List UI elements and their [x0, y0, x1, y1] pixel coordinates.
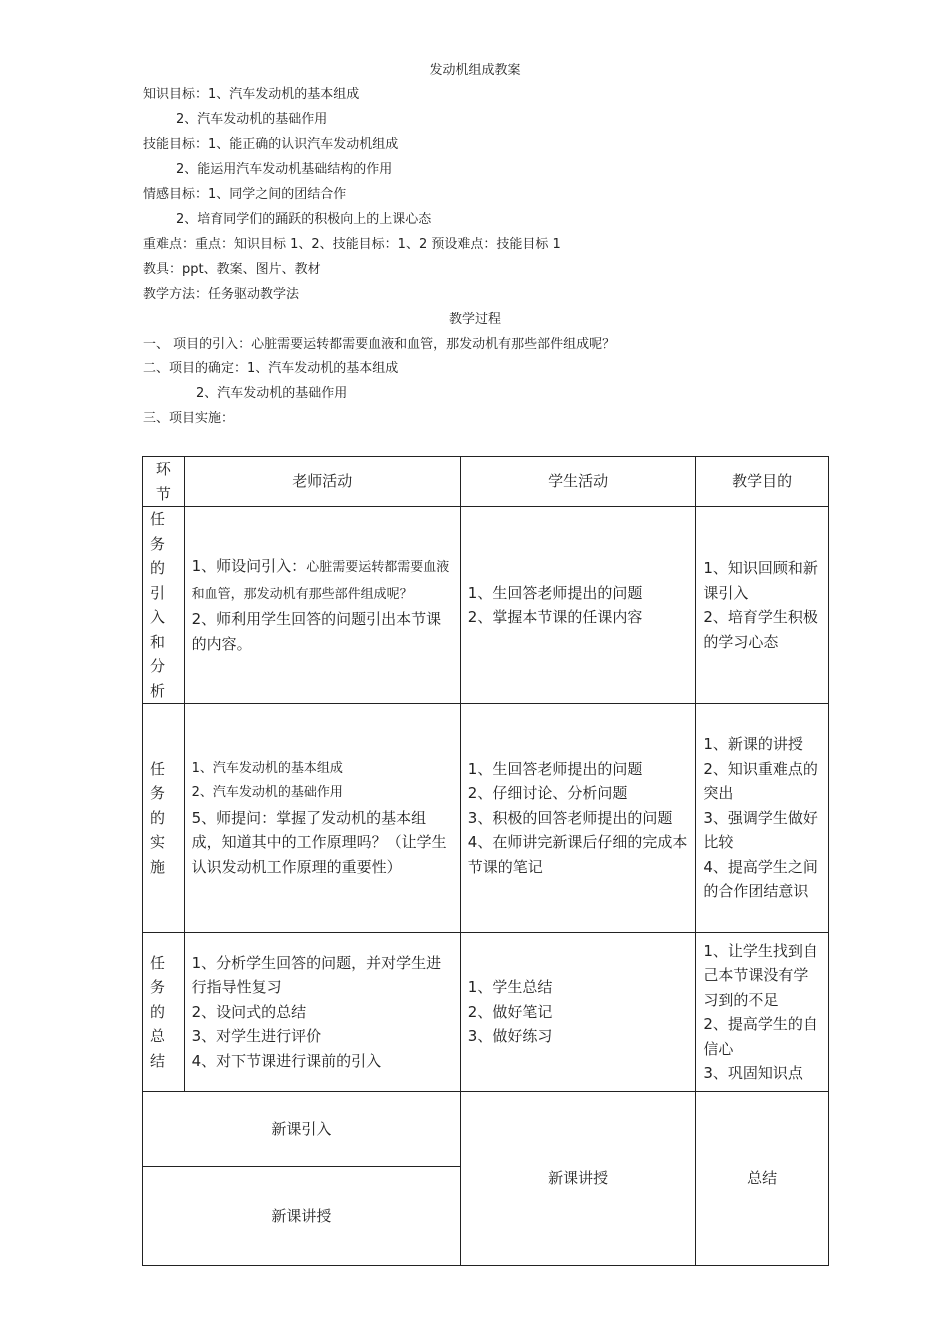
table-row	[143, 704, 829, 933]
student-line: 3、做好练习	[467, 1027, 553, 1046]
knowledge-goal-2: 2、汽车发动机的基础作用	[176, 112, 328, 127]
teacher-line: 2、师利用学生回答的问题引出本节课的内容。	[191, 610, 442, 653]
purpose-line: 3、强调学生做好比较	[703, 808, 818, 852]
lesson-table	[142, 456, 829, 1266]
summary-row	[143, 1092, 829, 1167]
stage-cell: 任务的总结	[143, 933, 185, 1092]
student-line: 2、仔细讨论、分析问题	[467, 784, 628, 803]
teacher-line: 3、对学生进行评价	[191, 1027, 322, 1046]
teacher-line: 2、汽车发动机的基础作用	[191, 785, 343, 801]
student-line: 3、积极的回答老师提出的问题	[467, 808, 673, 827]
purpose-line: 1、知识回顾和新课引入	[703, 559, 818, 602]
summary-left-bottom: 新课讲授	[143, 1167, 461, 1266]
teacher-line: 1、汽车发动机的基本组成	[191, 760, 343, 776]
teacher-cell	[184, 507, 460, 704]
header-student: 学生活动	[460, 457, 696, 507]
header-teacher: 老师活动	[184, 457, 460, 507]
purpose-cell	[696, 704, 829, 933]
teacher-cell	[184, 933, 460, 1092]
purpose-line: 1、让学生找到自己本节课没有学习到的不足	[703, 941, 818, 1009]
table-row	[143, 507, 829, 704]
emotion-goal-1: 情感目标：1、同学之间的团结合作	[143, 187, 347, 202]
purpose-cell	[696, 933, 829, 1092]
summary-right: 总结	[696, 1092, 829, 1266]
process-line-1: 一、 项目的引入：心脏需要运转都需要血液和血管，那发动机有那些部件组成呢？	[143, 337, 616, 352]
process-line-2: 二、项目的确定：1、汽车发动机的基本组成	[143, 361, 399, 376]
student-line: 2、掌握本节课的任课内容	[467, 608, 643, 626]
purpose-cell	[696, 507, 829, 704]
student-line: 4、在师讲完新课后仔细的完成本节课的笔记	[467, 833, 688, 876]
teaching-method: 教学方法：任务驱动教学法	[143, 287, 300, 302]
header-stage: 环节	[143, 457, 185, 507]
table-row	[143, 933, 829, 1092]
process-line-4: 三、项目实施：	[143, 411, 235, 426]
student-line: 1、生回答老师提出的问题	[467, 583, 643, 602]
table-header-row	[143, 457, 829, 507]
summary-middle: 新课讲授	[460, 1092, 696, 1266]
header-purpose: 教学目的	[696, 457, 829, 507]
student-cell	[460, 704, 696, 933]
document-title: 发动机组成教案	[429, 63, 521, 78]
teacher-cell	[184, 704, 460, 933]
student-line: 2、做好笔记	[467, 1002, 553, 1021]
student-cell	[460, 507, 696, 704]
teacher-line: 心脏需要运转都需要血液和血管，那发动机有那些部件组成呢？	[191, 560, 450, 602]
purpose-line: 2、培育学生积极的学习心态	[703, 608, 818, 651]
stage-cell: 任务的实施	[143, 704, 185, 933]
purpose-line: 3、巩固知识点	[703, 1064, 803, 1082]
purpose-line: 2、提高学生的自信心	[703, 1015, 818, 1058]
emotion-goal-2: 2、培育同学们的踊跃的积极向上的上课心态	[176, 212, 432, 227]
teacher-line: 1、师设问引入：	[191, 557, 307, 575]
student-line: 1、学生总结	[467, 978, 553, 997]
teacher-line: 4、对下节课进行课前的引入	[191, 1051, 382, 1070]
teaching-aids: 教具：ppt、教案、图片、教材	[143, 262, 321, 277]
summary-left-top: 新课引入	[143, 1092, 461, 1167]
student-line: 1、生回答老师提出的问题	[467, 759, 643, 778]
process-title: 教学过程	[448, 312, 501, 327]
stage-cell: 任务的引入和分析	[143, 507, 185, 704]
knowledge-goal-1: 知识目标：1、汽车发动机的基本组成	[143, 87, 360, 102]
purpose-line: 1、新课的讲授	[703, 735, 803, 754]
teacher-line: 5、师提问：掌握了发动机的基本组成，知道其中的工作原理吗？（让学生认识发动机工作原理的重要性）	[191, 808, 447, 876]
skill-goal-1: 技能目标：1、能正确的认识汽车发动机组成	[143, 137, 399, 152]
purpose-line: 4、提高学生之间的合作团结意识	[703, 857, 818, 901]
purpose-line: 2、知识重难点的突出	[703, 759, 818, 803]
skill-goal-2: 2、能运用汽车发动机基础结构的作用	[176, 162, 393, 177]
teacher-line: 1、分析学生回答的问题，并对学生进行指导性复习	[191, 953, 442, 997]
teacher-line: 2、设问式的总结	[191, 1002, 307, 1021]
student-cell	[460, 933, 696, 1092]
process-line-3: 2、汽车发动机的基础作用	[196, 386, 348, 401]
key-points: 重难点：重点：知识目标 1、2、技能目标：1、2 预设难点：技能目标 1	[143, 237, 561, 252]
